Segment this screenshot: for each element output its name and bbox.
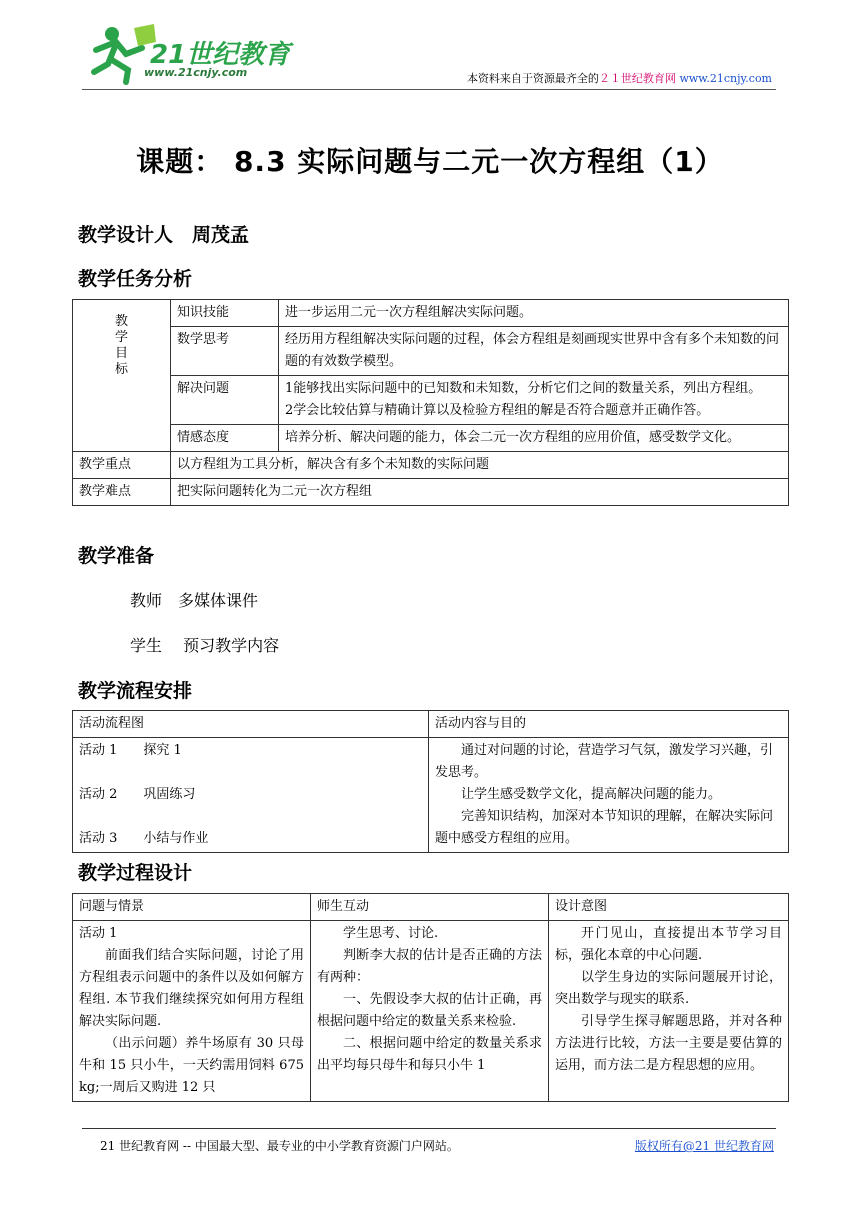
table-row — [73, 479, 789, 506]
process-text: 一、先假设李大叔的估计正确，再根据问题中给定的数量关系来检验. — [317, 992, 542, 1029]
header-note-prefix: 本资料来自于资源最齐全的 — [466, 72, 599, 85]
prep-student: 学生 预习教学内容 — [130, 636, 280, 655]
flow-activity-2: 活动 2 巩固练习 — [79, 787, 196, 802]
process-text: 开门见山，直接提出本节学习目标，强化本章的中心问题. — [555, 926, 782, 963]
process-col-header: 设计意图 — [549, 894, 789, 921]
footer-divider — [82, 1128, 776, 1129]
table-row — [73, 711, 789, 738]
row-label: 情感态度 — [171, 425, 279, 452]
table-row — [73, 738, 789, 853]
row-label: 解决问题 — [171, 376, 279, 425]
row-content: 培养分析、解决问题的能力，体会二元一次方程组的应用价值，感受数学文化。 — [279, 425, 789, 452]
row-content: 进一步运用二元一次方程组解决实际问题。 — [279, 300, 789, 327]
flow-purpose-3: 完善知识结构，加深对本节知识的理解，在解决实际问题中感受方程组的应用。 — [435, 809, 774, 846]
process-col-header: 师生互动 — [311, 894, 549, 921]
key-label: 教学重点 — [73, 452, 171, 479]
logo-url: www.21cnjy.com — [144, 66, 248, 79]
flow-purpose-1: 通过对问题的讨论，营造学习气氛，激发学习兴趣，引发思考。 — [435, 743, 774, 780]
table-row — [73, 921, 789, 1102]
header-note — [467, 70, 772, 86]
process-text: 判断李大叔的估计是否正确的方法有两种： — [317, 948, 542, 985]
process-activity-title: 活动 1 — [79, 926, 118, 941]
difficulty-content: 把实际问题转化为二元一次方程组 — [171, 479, 789, 506]
process-text: 学生思考、讨论. — [343, 926, 439, 941]
row-label: 数学思考 — [171, 327, 279, 376]
prep-heading: 教学准备 — [78, 545, 155, 567]
key-content: 以方程组为工具分析，解决含有多个未知数的实际问题 — [171, 452, 789, 479]
table-row — [73, 452, 789, 479]
flow-col-header: 活动流程图 — [73, 711, 429, 738]
goal-label-cell — [73, 300, 171, 452]
flow-heading: 教学流程安排 — [78, 680, 193, 702]
flow-purpose-2: 让学生感受数学文化，提高解决问题的能力。 — [461, 787, 722, 802]
row-content: 经历用方程组解决实际问题的过程，体会方程组是刻画现实世界中含有多个未知数的问题的有效数学模型。 — [279, 327, 789, 376]
table-row — [73, 376, 789, 425]
process-text: 引导学生探寻解题思路，并对各种方法进行比较，方法一主要是要估算的运用，而方法二是方程思想的应用。 — [555, 1014, 782, 1073]
process-heading: 教学过程设计 — [78, 862, 193, 884]
footer-left-text: 21 世纪教育网 -- 中国最大型、最专业的中小学教育资源门户网站。 — [100, 1139, 459, 1153]
process-situation-cell — [73, 921, 311, 1102]
table-row — [73, 327, 789, 376]
flow-activity-3: 活动 3 小结与作业 — [79, 831, 209, 846]
process-intent-cell — [549, 921, 789, 1102]
header-note-site[interactable]: ２１世纪教育网 — [598, 72, 676, 85]
goal-label: 教学目标 — [114, 314, 128, 377]
flow-purpose-cell — [429, 738, 789, 853]
flow-activity-1: 活动 1 探究 1 — [79, 743, 182, 758]
process-table — [72, 893, 789, 1102]
page-title: 课题： 8.3 实际问题与二元一次方程组（1） — [136, 145, 724, 178]
logo-brand: 21世纪教育 — [150, 40, 291, 70]
task-analysis-heading: 教学任务分析 — [78, 268, 193, 290]
task-analysis-table — [72, 299, 789, 506]
header-note-url[interactable]: www.21cnjy.com — [679, 72, 772, 85]
row-content-line: 1能够找出实际问题中的已知数和未知数，分析它们之间的数量关系，列出方程组。 — [285, 381, 762, 396]
row-label: 知识技能 — [171, 300, 279, 327]
row-content-line: 2学会比较估算与精确计算以及检验方程组的解是否符合题意并正确作答。 — [285, 403, 710, 418]
prep-teacher: 教师 多媒体课件 — [130, 591, 259, 610]
process-text: （出示问题）养牛场原有 30 只母牛和 15 只小牛，一天约需用饲料 675 kg;一周后又购进 12 只 — [79, 1036, 304, 1095]
process-col-header: 问题与情景 — [73, 894, 311, 921]
process-text: 前面我们结合实际问题，讨论了用方程组表示问题中的条件以及如何解方程组. 本节我们继续探究如何用方程组解决实际问题. — [79, 948, 304, 1029]
flow-activities-cell — [73, 738, 429, 853]
process-text: 以学生身边的实际问题展开讨论，突出数学与现实的联系. — [555, 970, 782, 1007]
designer-heading: 教学设计人 周茂孟 — [78, 224, 250, 246]
table-row — [73, 300, 789, 327]
flow-table — [72, 710, 789, 853]
logo — [82, 20, 302, 86]
row-content — [279, 376, 789, 425]
flow-col-header: 活动内容与目的 — [429, 711, 789, 738]
header-divider — [82, 89, 776, 90]
table-row — [73, 894, 789, 921]
process-interaction-cell — [311, 921, 549, 1102]
footer-copyright-link[interactable]: 版权所有@21 世纪教育网 — [634, 1139, 774, 1153]
process-text: 二、根据问题中给定的数量关系求出平均每只母牛和每只小牛 1 — [317, 1036, 542, 1073]
difficulty-label: 教学难点 — [73, 479, 171, 506]
table-row — [73, 425, 789, 452]
